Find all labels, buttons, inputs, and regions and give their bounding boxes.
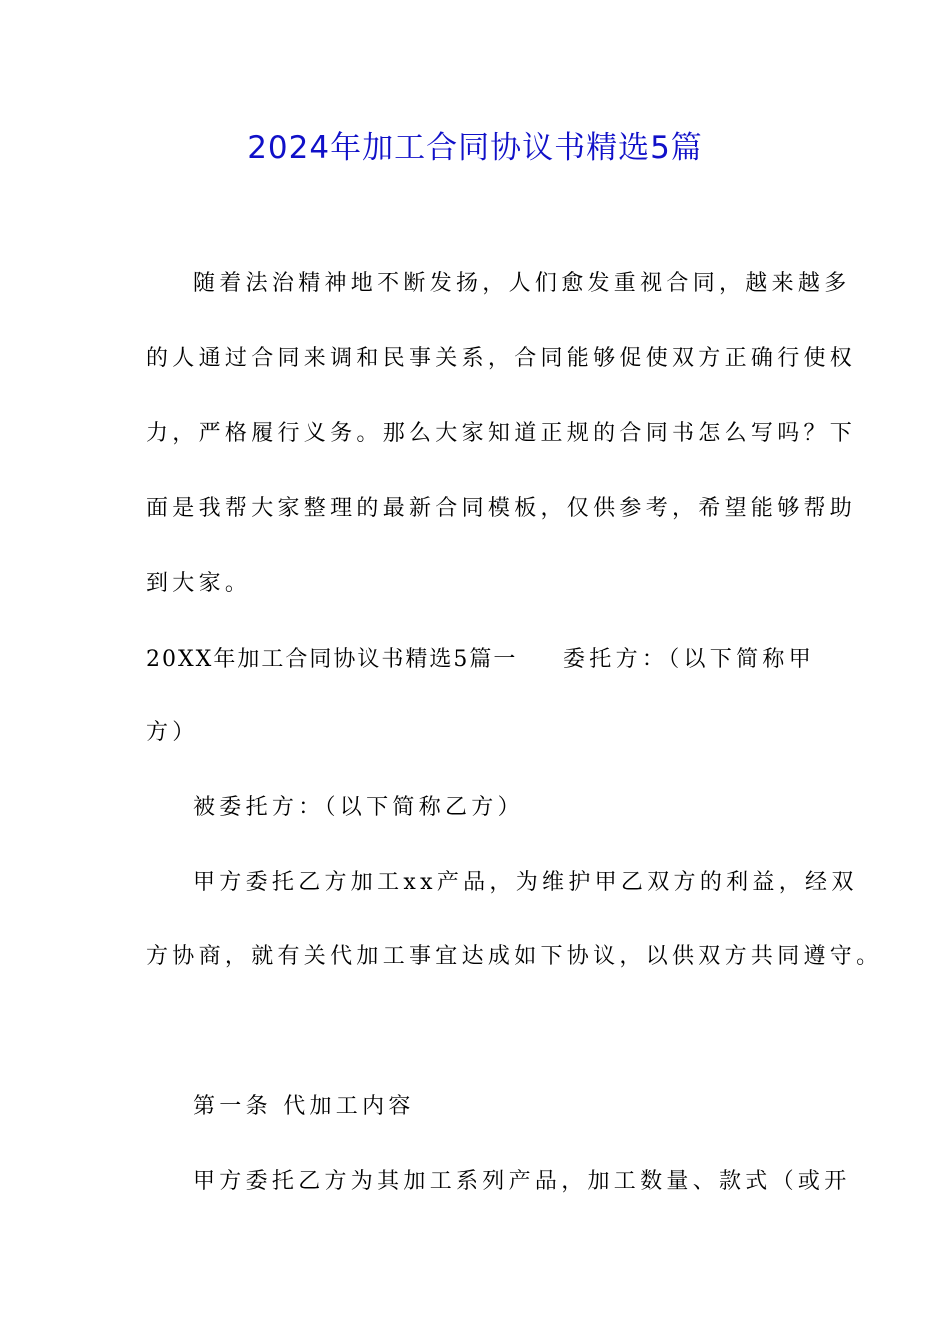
intro-line-2: 的人通过合同来调和民事关系，合同能够促使双方正确行使权 — [146, 346, 857, 371]
intro-line-4: 面是我帮大家整理的最新合同模板，仅供参考，希望能够帮助 — [146, 496, 857, 521]
section-heading: 20XX年加工合同协议书精选5篇一 — [146, 647, 518, 672]
intro-line-3: 力，严格履行义务。那么大家知道正规的合同书怎么写吗？下 — [146, 421, 857, 446]
body-line-1: 甲方委托乙方加工xx产品，为维护甲乙双方的利益，经双 — [193, 870, 858, 895]
article-title: 第一条 代加工内容 — [193, 1094, 415, 1119]
intro-line-1: 随着法治精神地不断发扬，人们愈发重视合同，越来越多 — [193, 271, 851, 296]
document-title: 2024年加工合同协议书精选5篇 — [247, 130, 703, 166]
client-party-label: 委托方：（以下简称甲 — [563, 647, 816, 672]
intro-line-5: 到大家。 — [146, 571, 252, 596]
body-line-2: 方协商，就有关代加工事宜达成如下协议，以供双方共同遵守。 — [146, 944, 883, 969]
article-line-1: 甲方委托乙方为其加工系列产品，加工数量、款式（或开 — [193, 1169, 851, 1194]
contractor-party-label: 被委托方：（以下简称乙方） — [193, 795, 524, 820]
client-party-label-continued: 方） — [146, 720, 199, 745]
